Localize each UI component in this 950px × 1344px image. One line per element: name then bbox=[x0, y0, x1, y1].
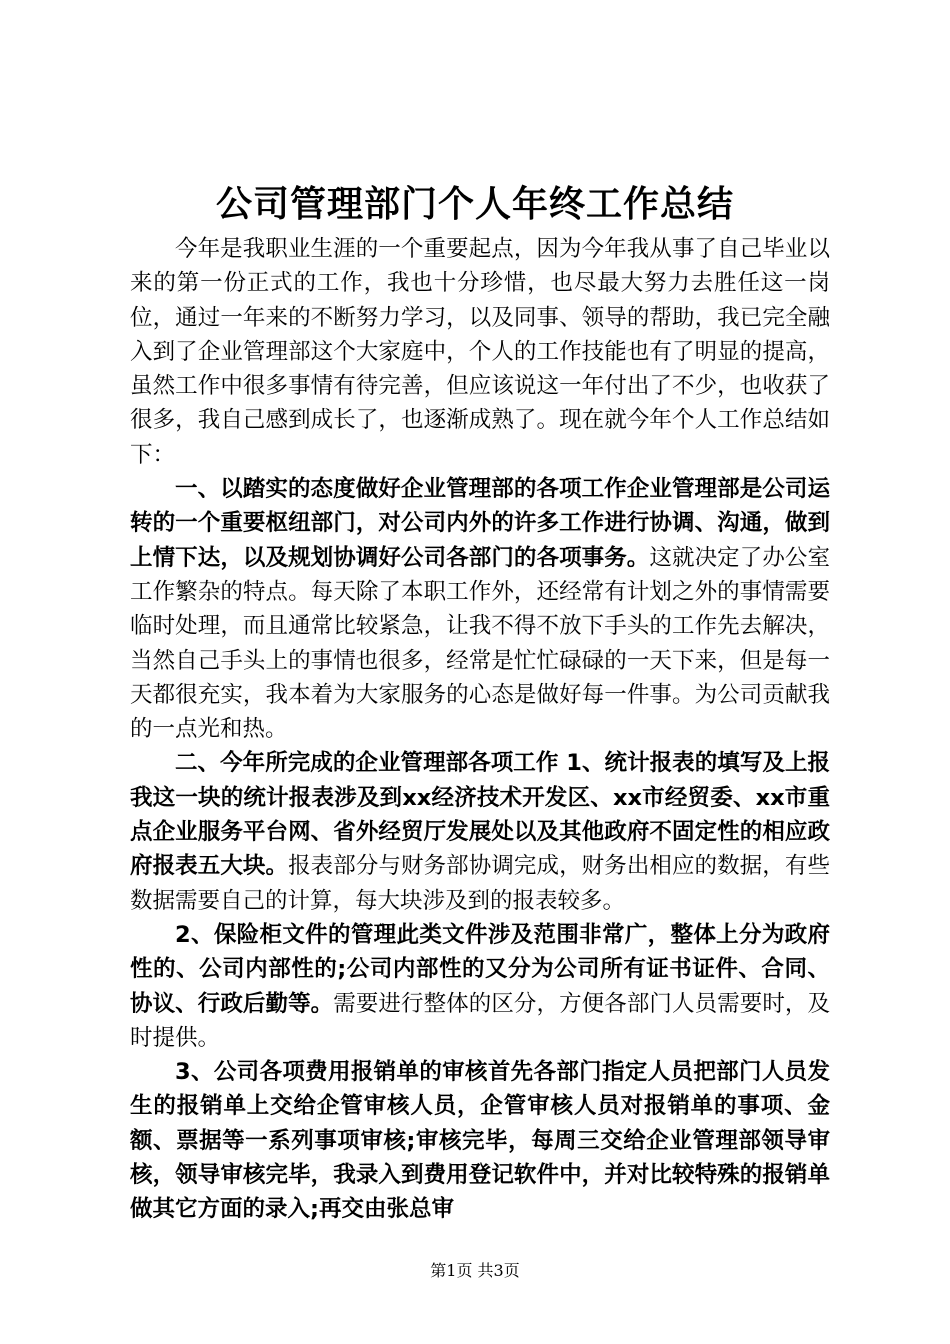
paragraph-2 bbox=[130, 472, 830, 746]
paragraph-5-lead: 3、公司各项费用报销单的审核首先各部门指定人员把部门人员发生的报销单上交给企管审核人员，企管审核人员对报销单的事项、金额、票据等一系列事项审核;审核完毕，每周三交给企业管理部领导审核，领导审核完毕，我录入到费用登记软件中，并对比较特殊的报销单做其它方面的录入;再交由张总审 bbox=[130, 1059, 830, 1223]
paragraph-3-text: 报表部分与财务部协调完成，财务出相应的数据，有些数据需要自己的计算，每大块涉及到的报表较多。 bbox=[130, 853, 830, 914]
page-footer: 第1页 共3页 bbox=[430, 1261, 520, 1280]
paragraph-1 bbox=[130, 232, 830, 472]
paragraph-1-text: 今年是我职业生涯的一个重要起点，因为今年我从事了自己毕业以来的第一份正式的工作，我也十分珍惜，也尽最大努力去胜任这一岗位，通过一年来的不断努力学习，以及同事、领导的帮助，我已完全融入到了企业管理部这个大家庭中，个人的工作技能也有了明显的提高，虽然工作中很多事情有待完善，但应该说这一年付出了不少，也收获了很多，我自己感到成长了，也逐渐成熟了。现在就今年个人工作总结如下： bbox=[130, 236, 830, 468]
paragraph-3 bbox=[130, 746, 830, 917]
document-title: 公司管理部门个人年终工作总结 bbox=[215, 184, 734, 225]
paragraph-4-lead: 2、保险柜文件的管理此类文件涉及范围非常广，整体上分为政府性的、公司内部性的;公司内部性的又分为公司所有证书证件、合同、协议、行政后勤等。 bbox=[130, 921, 830, 1017]
paragraph-5 bbox=[130, 1055, 830, 1226]
paragraph-2-text: 这就决定了办公室工作繁杂的特点。每天除了本职工作外，还经常有计划之外的事情需要临时处理，而且通常比较紧急，让我不得不放下手头的工作先去解决，当然自己手头上的事情也很多，经常是忙忙碌碌的一天下来，但是每一天都很充实，我本着为大家服务的心态是做好每一件事。为公司贡献我的一点光和热。 bbox=[130, 544, 830, 743]
document-body bbox=[130, 232, 830, 1227]
paragraph-4 bbox=[130, 918, 830, 1055]
paragraph-4-text: 需要进行整体的区分，方便各部门人员需要时，及时提供。 bbox=[130, 990, 830, 1051]
paragraph-2-lead: 一、以踏实的态度做好企业管理部的各项工作企业管理部是公司运转的一个重要枢纽部门，对公司内外的许多工作进行协调、沟通，做到上情下达，以及规划协调好公司各部门的各项事务。 bbox=[130, 476, 830, 571]
paragraph-3-lead: 二、今年所完成的企业管理部各项工作 1、统计报表的填写及上报我这一块的统计报表涉及到xx经济技术开发区、xx市经贸委、xx市重点企业服务平台网、省外经贸厅发展处以及其他政府不固定性的相应政府报表五大块。 bbox=[130, 750, 830, 880]
